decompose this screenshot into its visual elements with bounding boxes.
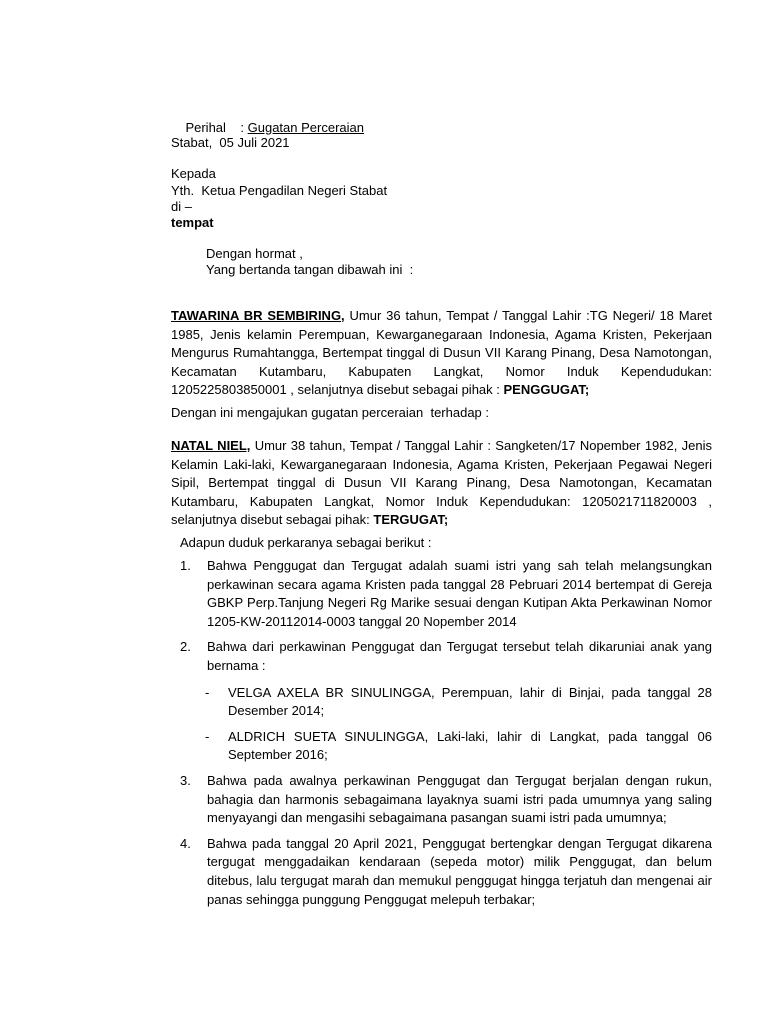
item-number: 4. xyxy=(180,835,191,851)
item-number: 3. xyxy=(180,772,191,788)
list-item xyxy=(180,772,712,828)
plaintiff-role: PENGGUGAT; xyxy=(503,382,590,398)
subject-value: Gugatan Perceraian xyxy=(247,120,364,135)
signed-below: Yang bertanda tangan dibawah ini : xyxy=(206,262,414,277)
item-text: Bahwa Penggugat dan Tergugat adalah suami istri yang sah telah melangsungkan perkawinan secara agama Kristen pada tanggal 28 Pebruari 2014 bertempat di Gereja GBKP Perp.Tanjung Negeri Rg Marike sesuai dengan Kutipan Akta Perkawinan Nomor 1205-KW-20112014-0003 tanggal 20 Nopember 2014 xyxy=(207,558,712,629)
case-intro: Adapun duduk perkaranya sebagai berikut : xyxy=(180,535,432,550)
child-item xyxy=(180,728,712,765)
child-text: VELGA AXELA BR SINULINGGA, Perempuan, lahir di Binjai, pada tanggal 28 Desember 2014; xyxy=(228,684,712,719)
defendant-role: TERGUGAT; xyxy=(373,512,449,528)
case-list xyxy=(180,557,712,909)
intro-against: Dengan ini mengajukan gugatan perceraian terhadap : xyxy=(171,405,490,420)
item-text: Bahwa pada awalnya perkawinan Penggugat dan Tergugat berjalan dengan rukun, bahagia dan harmonis sebagaimana layaknya suami istri pada umumnya yang saling menyayangi dan mengasihi sebagaimana pasangan suami istri pada umumnya; xyxy=(207,772,712,826)
address-recipient: Yth. Ketua Pengadilan Negeri Stabat xyxy=(171,183,388,198)
defendant-details: Umur 38 tahun, Tempat / Tanggal Lahir : Sangketen/17 Nopember 1982, Jenis Kelamin Laki-laki, Kewarganegaraan Indonesia, Agama Kristen, Pekerjaan Pegawai Negeri Sipil, Bertempat tinggal di Dusun VII Karang Pinang, Desa Namotongan, Kecamatan Kutambaru, Kabupaten Langkat, Nomor Induk Kependudukan: 1205021711820003 , selanjutnya disebut sebagai pihak: xyxy=(171,438,712,528)
defendant-paragraph xyxy=(171,437,712,530)
plaintiff-name: TAWARINA BR SEMBIRING, xyxy=(171,308,345,323)
child-item xyxy=(180,684,712,721)
list-item xyxy=(180,638,712,675)
list-item xyxy=(180,557,712,631)
item-number: 1. xyxy=(180,558,191,573)
subject-label: Perihal xyxy=(185,120,226,135)
plaintiff-details: Umur 36 tahun, Tempat / Tanggal Lahir :TG Negeri/ 18 Maret 1985, Jenis kelamin Perempuan, Kewarganegaraan Indonesia, Agama Kristen, Pekerjaan Mengurus Rumahtangga, Bertempat tinggal di Dusun VII Karang Pinang, Desa Namotongan, Kecamatan Kutambaru, Kabupaten Langkat, Nomor Induk Kependudukan: 1205225803850001 , selanjutnya disebut sebagai pihak : xyxy=(171,308,712,398)
list-item xyxy=(180,835,712,909)
child-text: ALDRICH SUETA SINULINGGA, Laki-laki, lahir di Langkat, pada tanggal 06 September 2016; xyxy=(228,728,712,763)
dash-marker: - xyxy=(205,684,210,700)
defendant-name: NATAL NIEL, xyxy=(171,438,251,453)
place-date: Stabat, 05 Juli 2021 xyxy=(171,135,290,150)
item-text: Bahwa dari perkawinan Penggugat dan Tergugat tersebut telah dikaruniai anak yang bernama : xyxy=(207,639,712,673)
greeting: Dengan hormat , xyxy=(206,246,303,261)
dash-marker: - xyxy=(205,728,210,744)
address-di: di – xyxy=(171,199,192,214)
plaintiff-paragraph xyxy=(171,307,712,400)
address-kepada: Kepada xyxy=(171,166,216,181)
subject-separator: : xyxy=(240,120,244,135)
item-text: Bahwa pada tanggal 20 April 2021, Penggugat bertengkar dengan Tergugat dikarena tergugat menggadaikan kendaraan (sepeda motor) milik Penggugat, dan belum ditebus, lalu tergugat marah dan memukul penggugat hingga terjatuh dan mengenai air panas sehingga punggung Penggugat melepuh terbakar; xyxy=(207,835,712,907)
address-tempat: tempat xyxy=(171,215,214,230)
item-number: 2. xyxy=(180,639,191,655)
